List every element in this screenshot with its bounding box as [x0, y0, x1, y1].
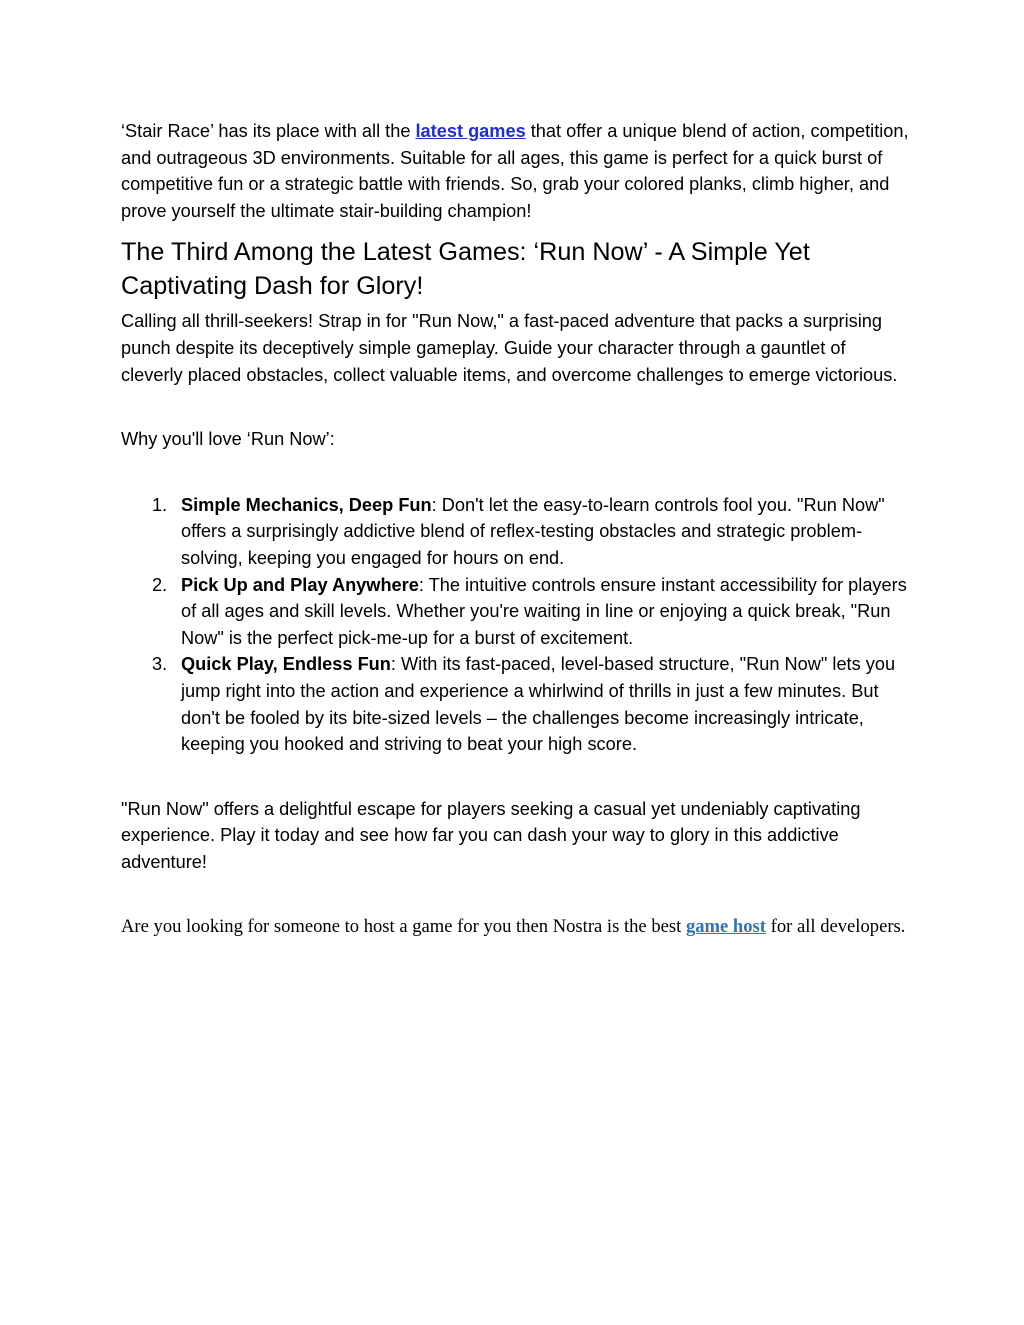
intro-text-end: that offer a unique blend of action, competition, and outrageous 3D environments. Suitable for all ages, this game is perfect for a quick burst of competitive fun or a strategic battle with friends. So, grab your colored planks, climb higher, and prove yourself the ultimate stair-building champion! [121, 121, 909, 221]
feature-title: Pick Up and Play Anywhere [181, 574, 419, 595]
feature-title: Simple Mechanics, Deep Fun [181, 494, 432, 515]
list-number: 1. [152, 494, 168, 515]
feature-title: Quick Play, Endless Fun [181, 654, 391, 675]
feature-text: : The intuitive controls ensure instant accessibility for players of all ages and skill levels. Whether you're waiting in line or enjoying a quick break, "Run Now" is the perfect pick-me-up for a burst of excitement. [181, 574, 907, 648]
list-item [121, 492, 911, 572]
latest-games-link[interactable]: latest games [415, 121, 526, 141]
intro-text-start: ‘Stair Race’ has its place with all the [121, 121, 416, 141]
list-number: 3. [152, 654, 168, 675]
closing-paragraph: "Run Now" offers a delightful escape for players seeking a casual yet undeniably captivating experience. Play it today and see how far you can dash your way to glory in this addictive adventure! [121, 798, 861, 872]
footer-paragraph [121, 913, 911, 940]
feature-text: : With its fast-paced, level-based structure, "Run Now" lets you jump right into the action and experience a whirlwind of thrills in just a few minutes. But don't be fooled by its bite-sized levels – the challenges become increasingly intricate, keeping you hooked and striving to beat your high score. [181, 654, 896, 755]
list-item [121, 572, 911, 652]
game-host-link[interactable]: game host [685, 916, 766, 938]
footer-text-start: Are you looking for someone to host a game for you then Nostra is the best [121, 916, 686, 938]
intro-paragraph [121, 118, 911, 224]
list-item [121, 651, 911, 757]
description-paragraph: Calling all thrill-seekers! Strap in for "Run Now," a fast-paced adventure that packs a surprising punch despite its deceptively simple gameplay. Guide your character through a gauntlet of cleverly placed obstacles, collect valuable items, and overcome challenges to emerge victorious. [121, 311, 898, 385]
feature-list [121, 492, 911, 758]
document-page [121, 118, 911, 940]
section-heading: The Third Among the Latest Games: ‘Run Now’ - A Simple Yet Captivating Dash for Glory! [121, 238, 810, 301]
list-number: 2. [152, 574, 168, 595]
why-love-label: Why you'll love ‘Run Now’: [121, 429, 335, 450]
feature-text: : Don't let the easy-to-learn controls fool you. "Run Now" offers a surprisingly addictive blend of reflex-testing obstacles and strategic problem-solving, keeping you engaged for hours on end. [181, 494, 885, 568]
footer-text-end: for all developers. [766, 916, 906, 938]
